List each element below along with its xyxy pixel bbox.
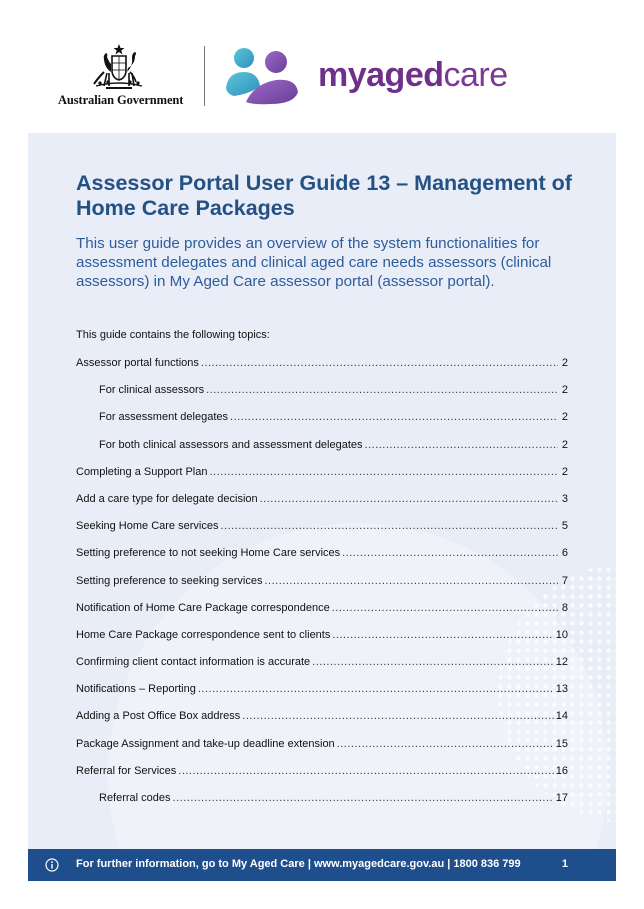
toc-leader-dots — [230, 411, 558, 423]
toc-entry-title: Package Assignment and take-up deadline extension — [76, 737, 335, 750]
toc-entry[interactable] — [76, 710, 568, 737]
page-header — [0, 0, 644, 130]
toc-entry-title: Confirming client contact information is accurate — [76, 656, 311, 669]
australian-government-logo — [58, 42, 186, 108]
toc-entry-page: 2 — [561, 465, 568, 478]
content-panel — [28, 133, 616, 849]
toc-leader-dots — [242, 710, 553, 722]
toc-entry[interactable] — [76, 602, 568, 629]
toc-entry[interactable] — [76, 520, 568, 547]
toc-entry[interactable] — [76, 411, 568, 438]
page-footer — [28, 849, 616, 881]
intro-paragraph: This user guide provides an overview of the system functionalities for assessment delegates and clinical aged care needs assessors (clinical assessors) in My Aged Care assessor portal (assessor portal). — [76, 235, 552, 290]
toc-leader-dots — [342, 547, 558, 559]
toc-leader-dots — [365, 439, 558, 451]
toc-entry-page: 12 — [555, 656, 568, 669]
toc-entry-title: Referral codes — [99, 792, 171, 804]
government-label: Australian Government — [58, 93, 184, 107]
toc-entry-title: Seeking Home Care services — [76, 520, 219, 533]
toc-entry-page: 2 — [561, 438, 568, 451]
info-icon — [45, 858, 59, 872]
toc-entry-title: For clinical assessors — [99, 384, 205, 397]
toc-entry-page: 7 — [561, 574, 568, 587]
toc-entry-title: Setting preference to not seeking Home Care services — [76, 547, 341, 560]
toc-entry-page: 5 — [561, 520, 568, 533]
toc-leader-dots — [220, 520, 558, 532]
toc-entry-page: 2 — [561, 357, 568, 369]
toc-leader-dots — [337, 738, 554, 750]
toc-entry[interactable] — [76, 738, 568, 765]
brand-care: care — [443, 56, 508, 94]
toc-entry[interactable] — [76, 493, 568, 520]
my-aged-care-logo-icon — [224, 44, 300, 106]
toc-leader-dots — [201, 357, 558, 369]
toc-entry-title: Add a care type for delegate decision — [76, 492, 258, 505]
toc-entry-title: For both clinical assessors and assessment delegates — [99, 438, 363, 451]
toc-entry-page: 2 — [561, 384, 568, 397]
toc-entry-page: 3 — [561, 492, 568, 505]
toc-entry-page: 8 — [561, 601, 568, 614]
toc-entry[interactable] — [76, 656, 568, 683]
toc-entry[interactable] — [76, 792, 568, 819]
brand-my: my — [318, 56, 367, 94]
toc-entry-title: Notification of Home Care Package correspondence — [76, 601, 330, 614]
toc-entry[interactable] — [76, 629, 568, 656]
toc-entry-page: 17 — [555, 792, 568, 804]
header-divider — [204, 46, 205, 106]
toc-lead: This guide contains the following topics: — [76, 329, 270, 341]
toc-leader-dots — [198, 683, 554, 695]
toc-entry-page: 16 — [555, 764, 568, 777]
toc-entry[interactable] — [76, 547, 568, 574]
toc-entry-page: 14 — [555, 710, 568, 723]
toc-entry-page: 2 — [561, 411, 568, 424]
toc-leader-dots — [265, 575, 559, 587]
footer-info-text: For further information, go to My Aged Care | www.myagedcare.gov.au | 1800 836 799 — [76, 858, 521, 870]
toc-entry[interactable] — [76, 683, 568, 710]
toc-leader-dots — [178, 765, 553, 777]
toc-leader-dots — [332, 629, 553, 641]
brand-aged: aged — [366, 56, 444, 94]
toc-entry-page: 10 — [555, 628, 568, 641]
toc-entry[interactable] — [76, 357, 568, 384]
toc-entry-title: Assessor portal functions — [76, 357, 199, 369]
toc-entry-page: 6 — [561, 547, 568, 560]
toc-entry[interactable] — [76, 575, 568, 602]
toc-entry[interactable] — [76, 439, 568, 466]
footer-page-number: 1 — [561, 858, 568, 870]
toc-entry-title: Home Care Package correspondence sent to clients — [76, 628, 331, 641]
toc-leader-dots — [332, 602, 558, 614]
table-of-contents — [76, 357, 568, 819]
toc-entry-title: Setting preference to seeking services — [76, 574, 263, 587]
toc-leader-dots — [209, 466, 558, 478]
toc-entry[interactable] — [76, 765, 568, 792]
toc-entry-title: Adding a Post Office Box address — [76, 710, 241, 723]
toc-entry-page: 15 — [555, 737, 568, 750]
toc-entry[interactable] — [76, 466, 568, 493]
toc-leader-dots — [312, 656, 554, 668]
toc-entry-page: 13 — [555, 683, 568, 696]
toc-entry[interactable] — [76, 384, 568, 411]
my-aged-care-wordmark — [318, 56, 508, 95]
toc-entry-title: Completing a Support Plan — [76, 465, 208, 478]
toc-leader-dots — [206, 384, 558, 396]
coat-of-arms-icon — [88, 42, 150, 92]
toc-entry-title: Referral for Services — [76, 764, 177, 777]
toc-leader-dots — [173, 792, 554, 804]
toc-entry-title: For assessment delegates — [99, 411, 229, 424]
toc-entry-title: Notifications – Reporting — [76, 683, 196, 696]
toc-leader-dots — [260, 493, 558, 505]
page-title: Assessor Portal User Guide 13 – Management of Home Care Packages — [76, 171, 572, 220]
